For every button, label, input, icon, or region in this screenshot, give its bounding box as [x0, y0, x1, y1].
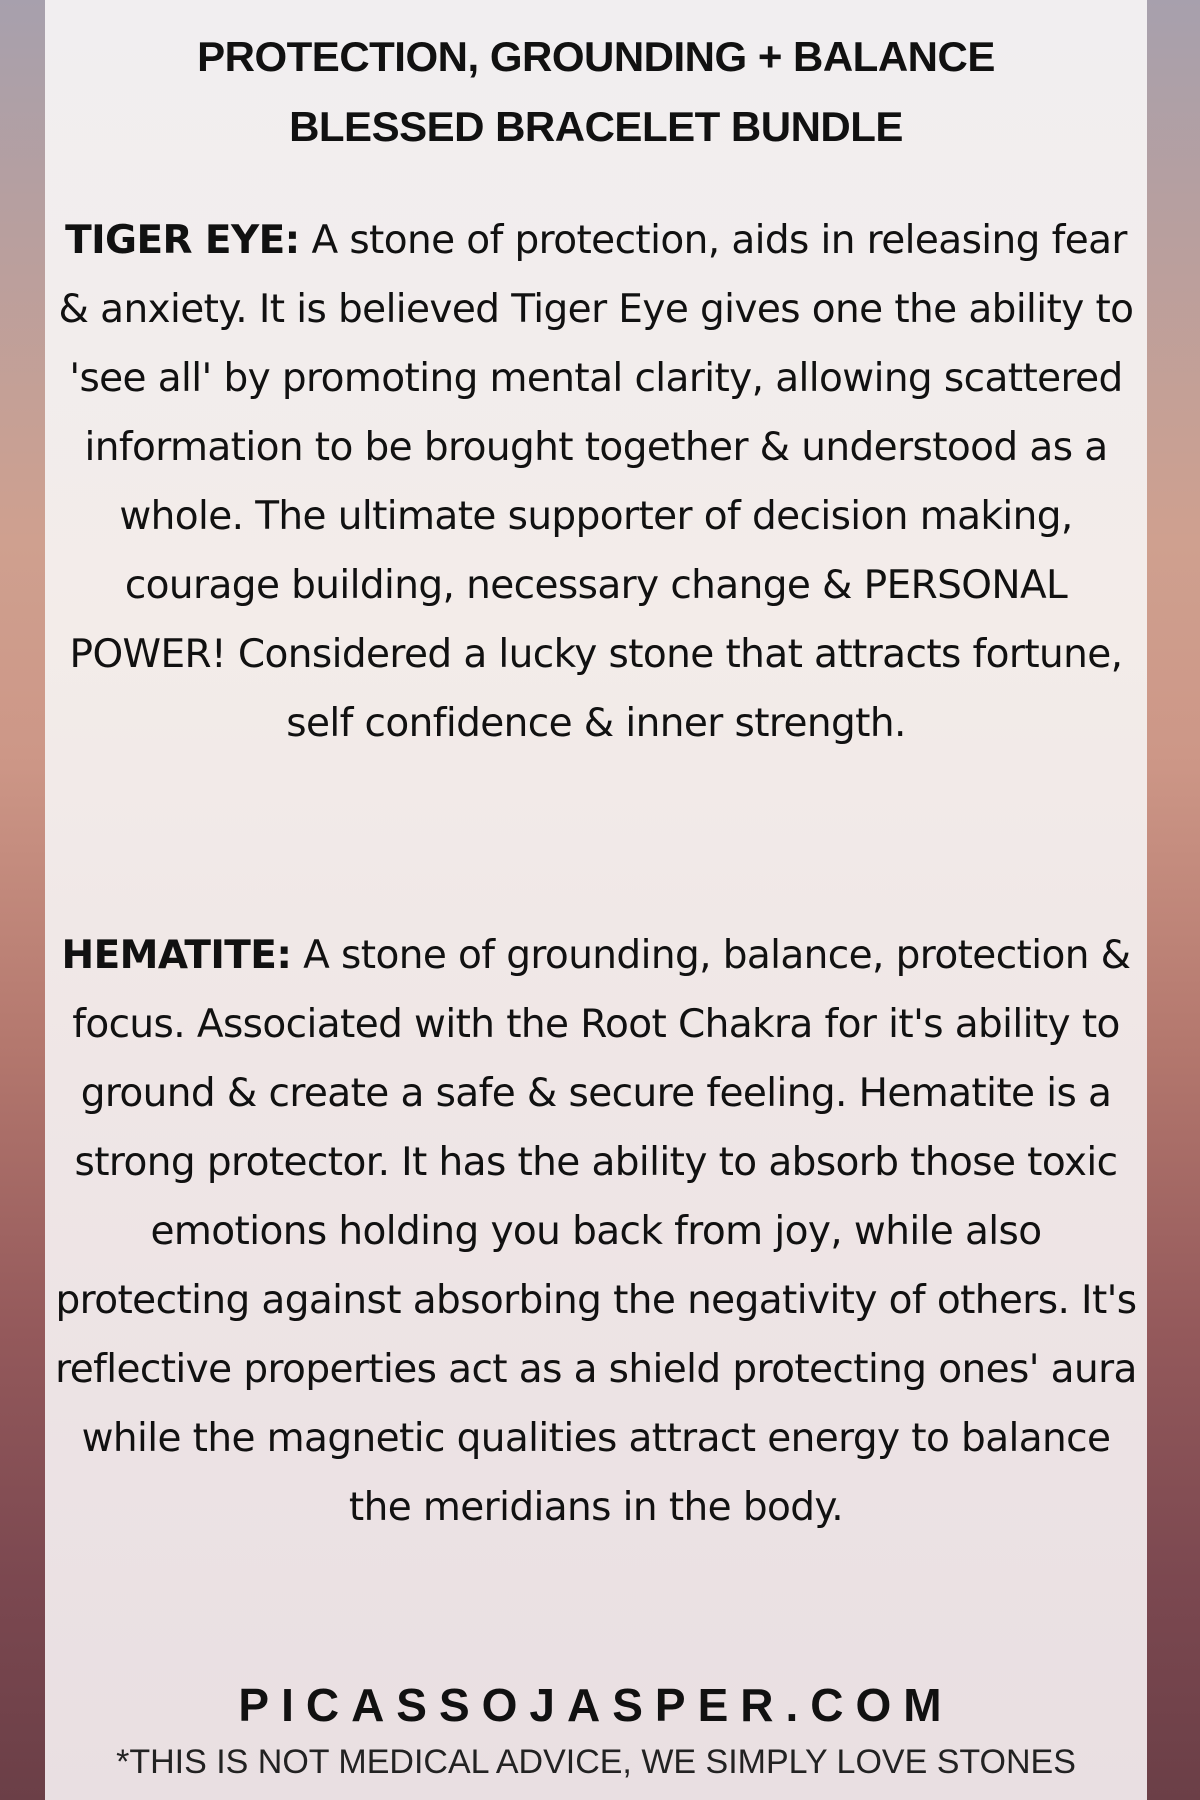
hematite-text: A stone of grounding, balance, protection & focus. Associated with the Root Chakra for it's ability to ground & create a safe & secure feeling. Hematite is a strong protector. It has the ability to absorb those toxic emotions holding you back from joy, while also protecting against absorbing the negativity of others. It's reflective properties act as a shield protecting ones' aura while the magnetic qualities attract energy to balance the meridians in the body. [55, 933, 1137, 1530]
tiger-eye-description [51, 206, 1141, 758]
hematite-heading: HEMATITE: [61, 933, 292, 978]
website-name: PICASSOJASPER.COM [238, 1679, 954, 1731]
hematite-description [51, 921, 1141, 1542]
disclaimer: *THIS IS NOT MEDICAL ADVICE, WE SIMPLY LOVE STONES [116, 1743, 1076, 1781]
title-line-2: BLESSED BRACELET BUNDLE [289, 103, 903, 150]
tiger-eye-text: A stone of protection, aids in releasing fear & anxiety. It is believed Tiger Eye gives one the ability to 'see all' by promoting mental clarity, allowing scattered information to be brought together & understood as a whole. The ultimate supporter of decision making, courage building, necessary change & PERSONAL POWER! Considered a lucky stone that attracts fortune, self confidence & inner strength. [58, 218, 1134, 746]
info-card [45, 0, 1147, 1800]
title-line-1: PROTECTION, GROUNDING + BALANCE [197, 33, 995, 80]
page-title [45, 22, 1147, 162]
tiger-eye-heading: TIGER EYE: [65, 218, 300, 263]
